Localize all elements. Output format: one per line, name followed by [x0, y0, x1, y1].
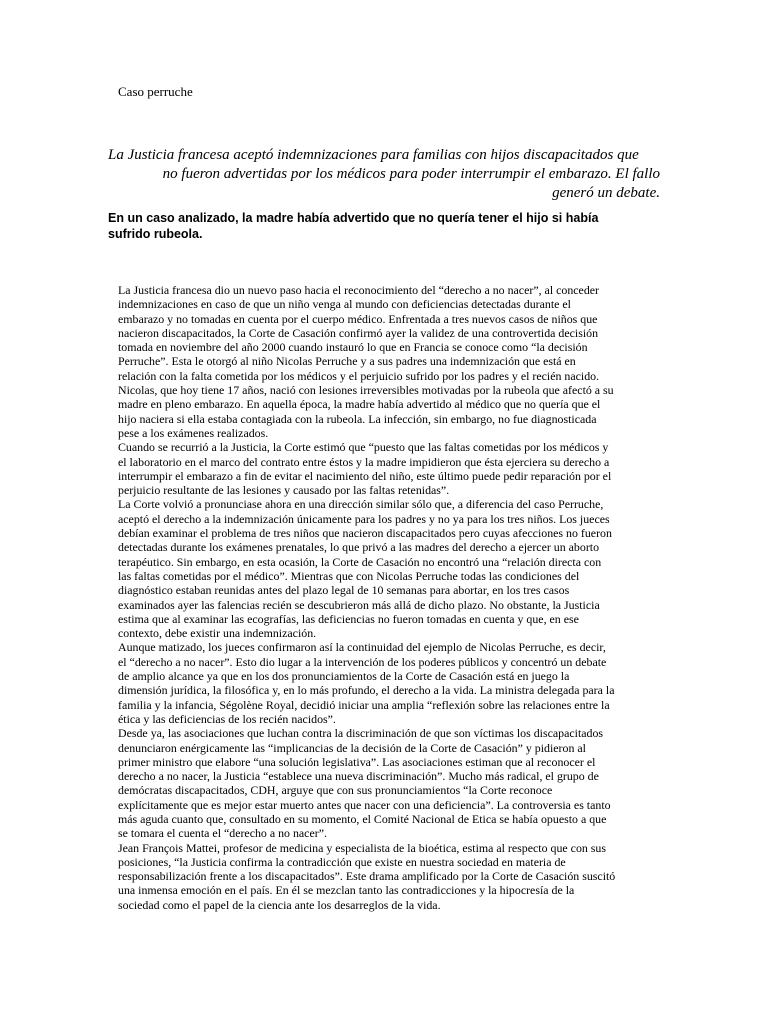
article-line: las faltas cometidas por el médico”. Mientras que con Nicolas Perruche todas las condiciones del [118, 568, 580, 583]
article-line: explícitamente que es mejor estar muerto antes que nacer con una deficiencia”. La controversia es tanto [118, 797, 611, 812]
subheadline [108, 210, 668, 242]
article-line: diagnóstico estaban reunidas antes del plazo legal de 10 semanas para abortar, en los tres casos [118, 583, 570, 598]
article-line: estima que al examinar las ecografías, las deficiencias no fueron tomadas en cuenta y que, en ese [118, 611, 579, 626]
article-line: el “derecho a no nacer”. Esto dio lugar a la intervención de los poderes públicos y concentró un debate [118, 654, 607, 669]
article-line: una inmensa emoción en el país. En él se mezclan tanto las contradicciones y la hipocresía de la [118, 883, 575, 898]
article-line: relación con la falta cometida por los médicos y el perjuicio sufrido por los padres y el recién nacido. [118, 368, 600, 383]
article-line: Nicolas, que hoy tiene 17 años, nació con lesiones irreversibles motivadas por la rubeola que afectó a su [118, 383, 614, 398]
article-line: sociedad como el papel de la ciencia ante los desarreglos de la vida. [118, 897, 441, 912]
article-line: derecho a no nacer, la Justicia “establece una nueva discriminación”. Mucho más radical, el grupo de [118, 769, 599, 784]
article-line: contexto, debe existir una indemnización. [118, 626, 317, 641]
article-line: madre en pleno embarazo. En aquella época, la madre había advertido al médico que no quería que el [118, 397, 601, 412]
article-line: aceptó el derecho a la indemnización únicamente para los padres y no ya para los tres niños. Los jueces [118, 511, 610, 526]
subheadline-line: sufrido rubeola. [108, 227, 203, 241]
article-line: tomada en noviembre del año 2000 cuando instauró lo que en Francia se conoce como “la decisión [118, 340, 588, 355]
article-line: familia y la infancia, Ségolène Royal, decidió iniciar una amplia “reflexión sobre las relaciones entre la [118, 697, 610, 712]
article-line: demócratas discapacitados, CDH, arguye que con sus pronunciamientos “la Corte reconoce [118, 783, 553, 798]
article-line: Perruche”. Esta le otorgó al niño Nicolas Perruche y a sus padres una indemnización que está en [118, 354, 576, 369]
article-line: Aunque matizado, los jueces confirmaron así la continuidad del ejemplo de Nicolas Perruche, es decir, [118, 640, 606, 655]
article-line: pese a los exámenes realizados. [118, 425, 269, 440]
subheadline-line: En un caso analizado, la madre había advertido que no quería tener el hijo si había [108, 211, 599, 225]
article-line: embarazo y no tomadas en cuenta por el cuerpo médico. Enfrentada a tres nuevos casos de niños que [118, 311, 598, 326]
article-line: detectadas durante los exámenes prenatales, lo que privó a las madres del derecho a ejercer un aborto [118, 540, 600, 555]
article-line: dimensión jurídica, la filosófica y, en lo más profundo, el derecho a la vida. La ministra delegada para la [118, 683, 615, 698]
article-line: primer ministro que elabore “una solución legislativa”. Las asociaciones estiman que al reconocer el [118, 754, 596, 769]
article-line: Jean François Mattei, profesor de medicina y especialista de la bioética, estima al respecto que con sus [118, 840, 607, 855]
article-line: interrumpir el embarazo a fin de evitar el nacimiento del niño, este último puede pedir reparación por el [118, 468, 612, 483]
article-line: ética y las deficiencias de los recién nacidos”. [118, 711, 336, 726]
document-label: Caso perruche [118, 84, 193, 99]
article-line: terapéutico. Sin embargo, en esta ocasión, la Corte de Casación no encontró una “relación directa con [118, 554, 602, 569]
article-line: denunciaron enérgicamente las “implicancias de la decisión de la Corte de Casación” y pidieron al [118, 740, 586, 755]
article-line: posiciones, “la Justicia confirma la contradicción que existe en nuestra sociedad en materia de [118, 854, 566, 869]
article-line: Desde ya, las asociaciones que luchan contra la discriminación de que son víctimas los discapacitados [118, 726, 604, 741]
article-line: indemnizaciones en caso de que un niño venga al mundo con deficiencias detectadas durante el [118, 297, 571, 312]
article-line: perjuicio resultante de las lesiones y causado por las faltas retenidas”. [118, 483, 450, 498]
article-line: más aguda cuanto que, consultado en su momento, el Comité Nacional de Etica se había opuesto a que [118, 811, 607, 826]
article-line: de amplio alcance ya que en los dos pronunciamientos de la Corte de Casación está en juego la [118, 669, 570, 684]
article-line: responsabilización frente a los discapacitados”. Este drama amplificado por la Corte de Casación suscitó [118, 869, 616, 884]
article-line: debían examinar el problema de tres niños que nacieron discapacitados pero cuyas afecciones no fueron [118, 526, 612, 541]
article-line: hijo naciera si ella estaba contagiada con la rubeola. La infección, sin embargo, no fue diagnosticada [118, 411, 597, 426]
headline-line: no fueron advertidas por los médicos para poder interrumpir el embarazo. El fallo [162, 166, 660, 182]
article-line: el laboratorio en el marco del contrato entre éstos y la madre impidieron que ésta ejerciera su derecho a [118, 454, 610, 469]
article-line: Cuando se recurrió a la Justicia, la Corte estimó que “puesto que las faltas cometidas por los médicos y [118, 440, 609, 455]
headline [108, 146, 660, 203]
article-body [118, 283, 664, 912]
article-line: La Corte volvió a pronunciase ahora en una dirección similar sólo que, a diferencia del caso Perruche, [118, 497, 604, 512]
article-line: nacieron discapacitados, la Corte de Casación confirmó ayer la validez de una controvertida decisión [118, 325, 599, 340]
headline-line: La Justicia francesa aceptó indemnizaciones para familias con hijos discapacitados que [108, 147, 639, 163]
headline-line: generó un debate. [552, 185, 660, 201]
article-line: examinados ayer las falencias recién se descubrieron más allá de dicho plazo. No obstante, la Justicia [118, 597, 600, 612]
article-line: La Justicia francesa dio un nuevo paso hacia el reconocimiento del “derecho a no nacer”, al conceder [118, 283, 600, 297]
article-line: se tomara el cuenta el “derecho a no nacer”. [118, 826, 327, 841]
